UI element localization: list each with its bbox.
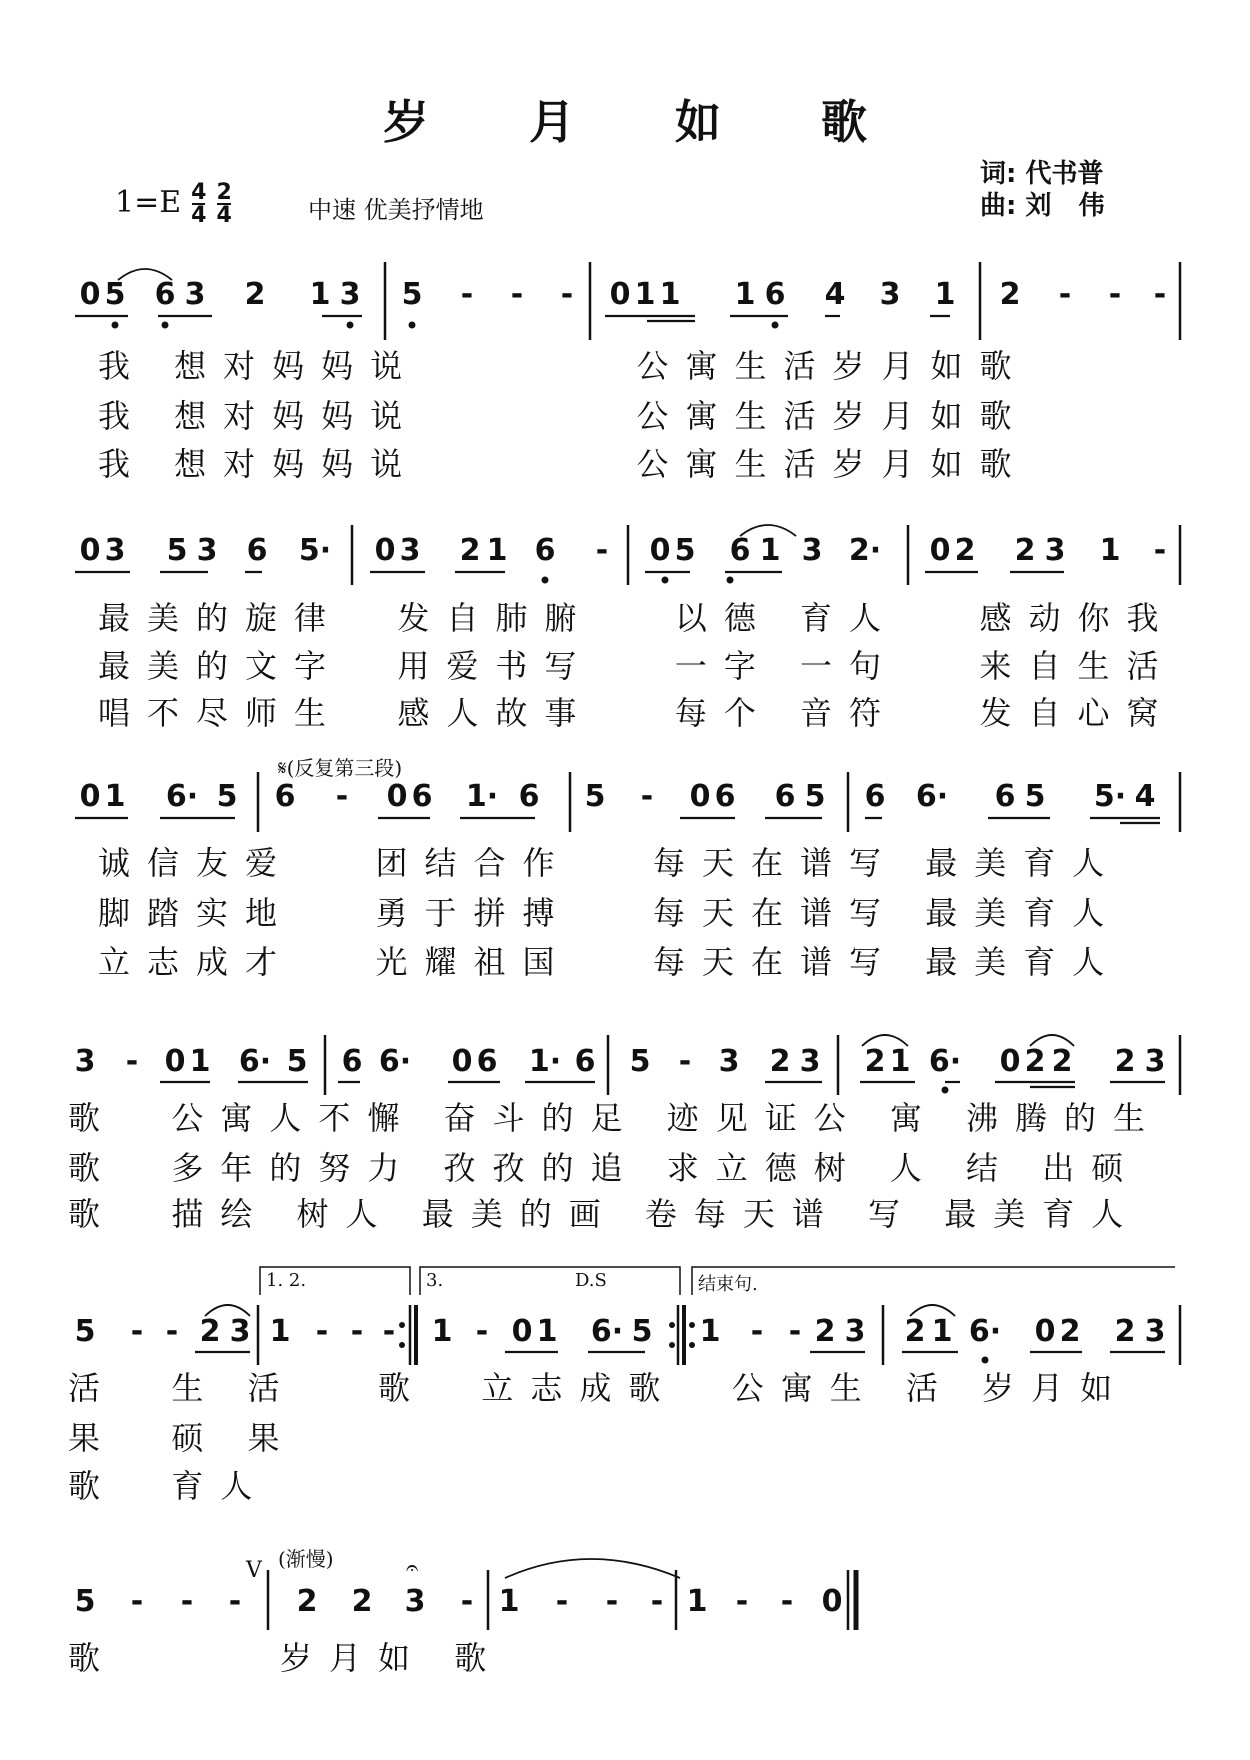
note: 6	[574, 1044, 596, 1079]
key: 1=E	[115, 185, 182, 220]
note: -	[382, 1314, 396, 1349]
note: 0	[821, 1584, 843, 1619]
note: 2	[954, 533, 976, 568]
note: 2	[769, 1044, 791, 1079]
note: -	[750, 1314, 764, 1349]
note: 3	[1144, 1314, 1166, 1349]
note: -	[125, 1044, 139, 1079]
note: 5	[286, 1044, 308, 1079]
note: 6	[864, 779, 886, 814]
note: 0	[386, 779, 408, 814]
note: 0	[79, 277, 101, 312]
note: 0	[609, 277, 631, 312]
note: -	[595, 533, 609, 568]
note: 5	[584, 779, 606, 814]
note: -	[1153, 533, 1167, 568]
lyric-line: 歌 育人	[68, 1467, 270, 1505]
note: 6·	[590, 1314, 624, 1349]
note: 6·	[378, 1044, 412, 1079]
note: 6	[518, 779, 540, 814]
note: 2	[1059, 1314, 1081, 1349]
note: -	[315, 1314, 329, 1349]
lyric-line: 最美的文字 用爱书写 一字 一句 来自生活	[98, 647, 1176, 685]
note: 2	[199, 1314, 221, 1349]
note: 1	[498, 1584, 520, 1619]
note: 1	[931, 1314, 953, 1349]
note: 3	[399, 533, 421, 568]
note: 6·	[968, 1314, 1002, 1349]
note: 0	[451, 1044, 473, 1079]
note: 1	[431, 1314, 453, 1349]
note: 0	[79, 779, 101, 814]
note: 3	[104, 533, 126, 568]
note: 5	[74, 1584, 96, 1619]
note: 3	[844, 1314, 866, 1349]
note: 0	[999, 1044, 1021, 1079]
lyric-line: 脚踏实地 勇于拼搏 每天在谱写 最美育人	[98, 894, 1122, 932]
note: 1	[486, 533, 508, 568]
note: -	[555, 1584, 569, 1619]
ritardando-marking: (渐慢)	[278, 1547, 334, 1571]
breath-mark: V	[246, 1558, 262, 1583]
note: 6·	[238, 1044, 272, 1079]
note: 1	[686, 1584, 708, 1619]
note: 3	[718, 1044, 740, 1079]
note: 2	[814, 1314, 836, 1349]
fermata-icon: 𝄐	[406, 1556, 419, 1581]
composer: 曲: 刘 伟	[980, 191, 1105, 221]
note: 2	[864, 1044, 886, 1079]
note: 5·	[298, 533, 332, 568]
note: 1·	[528, 1044, 562, 1079]
note: -	[460, 1584, 474, 1619]
note: 3	[184, 277, 206, 312]
lyric-line: 歌 多年的努力 孜孜的追 求立德树 人 结 出硕	[68, 1149, 1141, 1187]
note: 2·	[848, 533, 882, 568]
note: 5	[1024, 779, 1046, 814]
note: 2	[459, 533, 481, 568]
note: 1	[1099, 533, 1121, 568]
note: -	[350, 1314, 364, 1349]
note: -	[1058, 277, 1072, 312]
note: 6·	[928, 1044, 962, 1079]
note: 6	[246, 533, 268, 568]
note: -	[475, 1314, 489, 1349]
note: 1·	[465, 779, 499, 814]
note: 1	[104, 779, 126, 814]
note: -	[335, 779, 349, 814]
lyric-line: 歌 岁月如 歌	[68, 1639, 504, 1677]
note: 0	[374, 533, 396, 568]
note: 5	[804, 779, 826, 814]
time-signature-1: $\frac{4}{4}$	[191, 180, 207, 228]
lyric-line: 我 想对妈妈说 公寓生活岁月如歌	[98, 445, 1029, 483]
ending-label: 结束句.	[698, 1274, 758, 1295]
note: 2	[904, 1314, 926, 1349]
note: 1	[309, 277, 331, 312]
note: 0	[79, 533, 101, 568]
lyric-line: 歌 公寓人不懈 奋斗的足 迹见证公 寓 沸腾的生	[68, 1099, 1163, 1137]
note: 1	[759, 533, 781, 568]
note: 0	[689, 779, 711, 814]
note: 4	[824, 277, 846, 312]
note: -	[228, 1584, 242, 1619]
note: 2	[296, 1584, 318, 1619]
note: 1	[634, 277, 656, 312]
note: 6	[274, 779, 296, 814]
note: 2	[1014, 533, 1036, 568]
note: 6	[774, 779, 796, 814]
note: 0	[1034, 1314, 1056, 1349]
note: 3	[1144, 1044, 1166, 1079]
note: 5	[401, 277, 423, 312]
note: 0	[511, 1314, 533, 1349]
lyric-line: 我 想对妈妈说 公寓生活岁月如歌	[98, 347, 1029, 385]
lyric-line: 诚信友爱 团结合作 每天在谱写 最美育人	[98, 844, 1122, 882]
note: 6	[411, 779, 433, 814]
note: 6	[476, 1044, 498, 1079]
note: 5	[674, 533, 696, 568]
note: 3	[229, 1314, 251, 1349]
note: 6	[154, 277, 176, 312]
note: 3	[196, 533, 218, 568]
note: -	[678, 1044, 692, 1079]
note: 5	[74, 1314, 96, 1349]
note: 6	[341, 1044, 363, 1079]
note: 0	[929, 533, 951, 568]
note: -	[130, 1584, 144, 1619]
note: -	[605, 1584, 619, 1619]
note: 3	[879, 277, 901, 312]
note: -	[650, 1584, 664, 1619]
note: -	[735, 1584, 749, 1619]
lyric-line: 立志成才 光耀祖国 每天在谱写 最美育人	[98, 943, 1122, 981]
note: 6	[994, 779, 1016, 814]
song-title: 岁 月 如 歌	[382, 95, 910, 149]
note: 5	[631, 1314, 653, 1349]
lyric-line: 歌 描绘 树人 最美的画 卷每天谱 写 最美育人	[68, 1195, 1141, 1233]
note: 1	[699, 1314, 721, 1349]
note: -	[1108, 277, 1122, 312]
note: 2	[244, 277, 266, 312]
note: 2	[1114, 1044, 1136, 1079]
volta-first-ending: 1. 2.	[266, 1270, 307, 1291]
note: 5	[104, 277, 126, 312]
note: 0	[649, 533, 671, 568]
lyric-line: 唱不尽师生 感人故事 每个 音符 发自心窝	[98, 694, 1176, 732]
note: 1	[536, 1314, 558, 1349]
note: 4	[1134, 779, 1156, 814]
note: 2	[1051, 1044, 1073, 1079]
note: 1	[734, 277, 756, 312]
note: 5	[216, 779, 238, 814]
lyricist: 词: 代书普	[980, 159, 1104, 189]
note: 0	[164, 1044, 186, 1079]
note: -	[180, 1584, 194, 1619]
note: 5·	[1093, 779, 1127, 814]
note: 6·	[915, 779, 949, 814]
note: 1	[659, 277, 681, 312]
note: 3	[404, 1584, 426, 1619]
note: -	[1153, 277, 1167, 312]
note: 3	[1044, 533, 1066, 568]
note: 5	[166, 533, 188, 568]
note: 3	[801, 533, 823, 568]
note: 6·	[165, 779, 199, 814]
note: 6	[534, 533, 556, 568]
note: -	[510, 277, 524, 312]
note: -	[788, 1314, 802, 1349]
note: 1	[889, 1044, 911, 1079]
note: -	[460, 277, 474, 312]
lyric-line: 我 想对妈妈说 公寓生活岁月如歌	[98, 397, 1029, 435]
note: 1	[269, 1314, 291, 1349]
segno-marking: 𝄋(反复第三段)	[278, 756, 403, 780]
note: 6	[729, 533, 751, 568]
note: -	[130, 1314, 144, 1349]
note: 2	[1114, 1314, 1136, 1349]
note: -	[165, 1314, 179, 1349]
note: -	[560, 277, 574, 312]
note: 3	[799, 1044, 821, 1079]
note: 2	[999, 277, 1021, 312]
note: 5	[629, 1044, 651, 1079]
volta-third-ending: 3.	[426, 1270, 444, 1291]
note: -	[640, 779, 654, 814]
tempo-marking: 中速 优美抒情地	[308, 196, 484, 224]
lyric-line: 果 硕 果	[68, 1419, 297, 1457]
note: 1	[934, 277, 956, 312]
dal-segno: D.S	[575, 1270, 607, 1291]
note: 6	[714, 779, 736, 814]
note: 3	[339, 277, 361, 312]
note: 6	[764, 277, 786, 312]
time-signature-2: $\frac{2}{4}$	[216, 180, 232, 228]
lyric-line: 最美的旋律 发自肺腑 以德 育人 感动你我	[98, 599, 1176, 637]
note: 2	[1024, 1044, 1046, 1079]
note: 3	[74, 1044, 96, 1079]
note: 1	[189, 1044, 211, 1079]
note: -	[780, 1584, 794, 1619]
lyric-line: 活 生 活 歌 立志成歌 公寓生 活 岁月如	[68, 1369, 1130, 1407]
note: 2	[351, 1584, 373, 1619]
